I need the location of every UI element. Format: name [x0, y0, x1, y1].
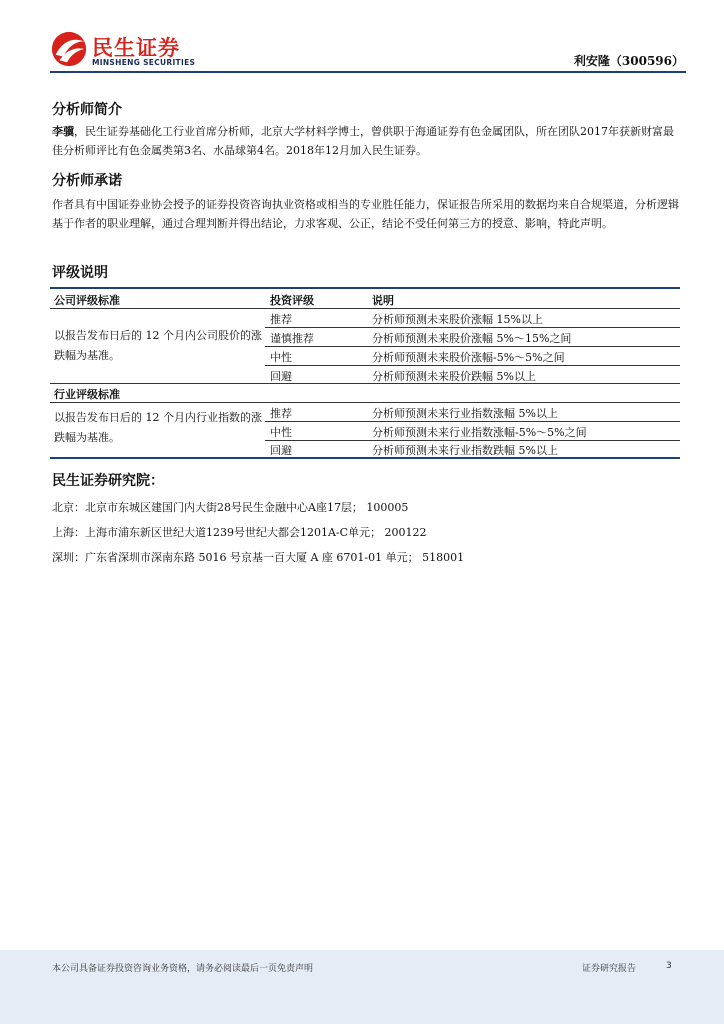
analyst-intro-body: ，民生证券基础化工行业首席分析师，北京大学材料学博士，曾供职于海通证券有色金属团队，所在团队2017年获新财富最佳分析师评比有色金属类第3名、水晶球第4名。2018年12月加入民生证券。 [52, 125, 674, 157]
analyst-commitment-text: 作者具有中国证券业协会授予的证券投资咨询执业资格或相当的专业胜任能力，保证报告所采用的数据均来自合规渠道，分析逻辑基于作者的职业理解，通过合理判断并得出结论，力求客观、公正，结论不受任何第三方的授意、影响，特此声明。 [52, 198, 679, 230]
company-rating-3: 中性 [270, 351, 292, 364]
header-company-name: 利安隆（300596） [573, 54, 684, 68]
row-rule [265, 365, 680, 366]
industry-rating-desc-2: 分析师预测未来行业指数涨幅-5%～5%之间 [372, 426, 587, 439]
footer-doc-type: 证券研究报告 [582, 964, 637, 974]
analyst-commitment-title: 分析师承诺 [52, 173, 122, 189]
table-bottom-rule [50, 457, 680, 459]
header-rule [50, 308, 680, 309]
section-rule [50, 383, 680, 384]
company-rating-desc-4: 分析师预测未来股价跌幅 5%以上 [372, 370, 536, 383]
logo-english-text: MINSHENG SECURITIES [92, 58, 196, 67]
row-rule [265, 327, 680, 328]
industry-rating-header: 行业评级标准 [54, 388, 120, 401]
company-rating-4: 回避 [270, 370, 292, 383]
logo-chinese-text: 民生证券 [92, 36, 180, 60]
section-rule [50, 402, 680, 403]
industry-rating-3: 回避 [270, 444, 292, 457]
description-header: 说明 [372, 294, 394, 307]
row-rule [265, 421, 680, 422]
industry-rating-1: 推荐 [270, 407, 292, 420]
page-number: 3 [666, 961, 672, 971]
address-shenzhen: 深圳：广东省深圳市深南东路 5016 号京基一百大厦 A 座 6701-01 单元； 518001 [52, 551, 465, 564]
industry-rating-desc-1: 分析师预测未来行业指数涨幅 5%以上 [372, 407, 558, 420]
institute-title: 民生证券研究院： [52, 473, 164, 489]
investment-rating-header: 投资评级 [270, 294, 314, 307]
address-beijing: 北京：北京市东城区建国门内大街28号民生金融中心A座17层； 100005 [52, 501, 409, 514]
industry-rating-desc-3: 分析师预测未来行业指数跌幅 5%以上 [372, 444, 558, 457]
company-rating-desc-1: 分析师预测未来股价涨幅 15%以上 [372, 313, 543, 326]
industry-rating-basis: 以报告发布日后的 12 个月内行业指数的涨跌幅为基准。 [54, 411, 262, 444]
industry-rating-2: 中性 [270, 426, 292, 439]
footer-disclaimer: 本公司具备证券投资咨询业务资格，请务必阅读最后一页免责声明 [52, 964, 314, 974]
address-shanghai: 上海：上海市浦东新区世纪大道1239号世纪大都会1201A-C单元； 200122 [52, 526, 427, 539]
minsheng-logo [50, 30, 196, 70]
row-rule [265, 440, 680, 441]
company-rating-header: 公司评级标准 [54, 294, 120, 307]
row-rule [265, 346, 680, 347]
analyst-intro-text [52, 122, 680, 160]
analyst-name: 李骥 [52, 125, 74, 138]
company-rating-desc-2: 分析师预测未来股价涨幅 5%～15%之间 [372, 332, 572, 345]
company-rating-desc-3: 分析师预测未来股价涨幅-5%～5%之间 [372, 351, 565, 364]
company-rating-basis: 以报告发布日后的 12 个月内公司股价的涨跌幅为基准。 [54, 329, 262, 362]
company-rating-2: 谨慎推荐 [270, 332, 314, 345]
analyst-intro-title: 分析师简介 [52, 102, 122, 118]
rating-table [50, 287, 680, 459]
header-divider [50, 71, 686, 73]
company-rating-1: 推荐 [270, 313, 292, 326]
rating-title: 评级说明 [52, 265, 108, 281]
minsheng-logo-icon [50, 30, 88, 68]
table-top-rule [50, 287, 680, 289]
